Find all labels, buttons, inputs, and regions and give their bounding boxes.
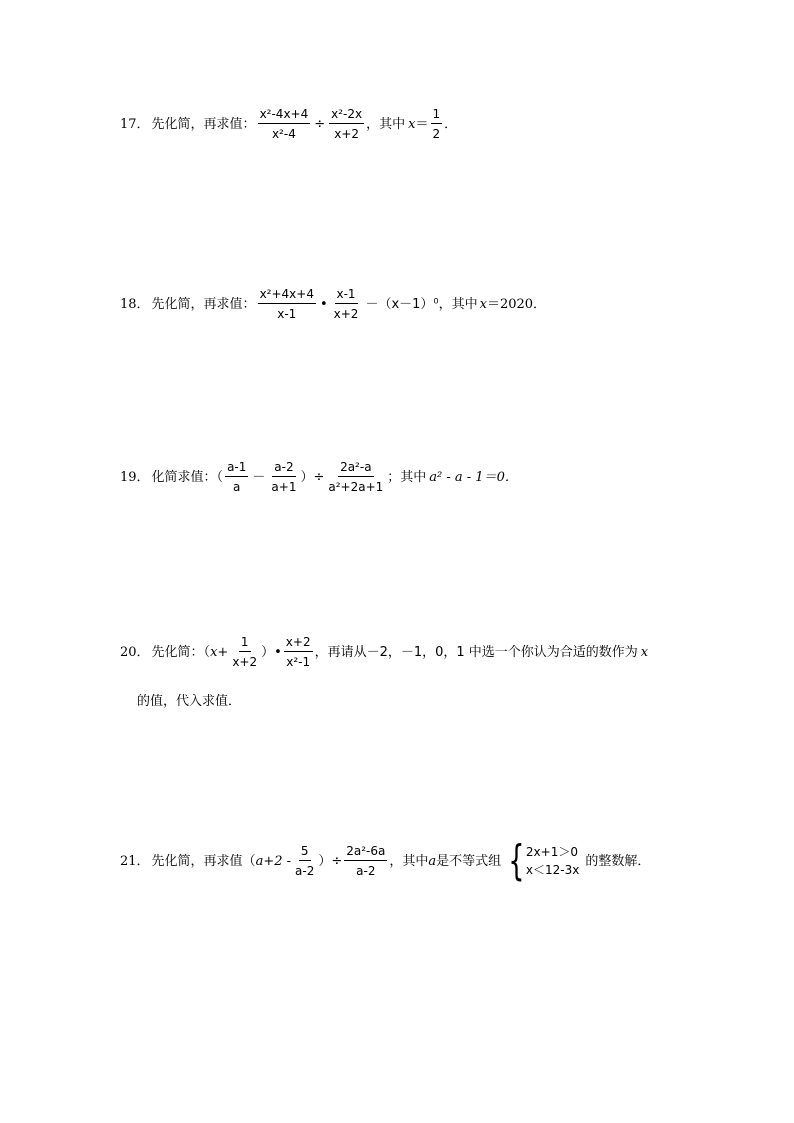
variable: x bbox=[479, 296, 487, 312]
condition-expression: a² - a - 1＝0． bbox=[429, 469, 518, 485]
numerator: x²-2x bbox=[329, 108, 364, 124]
fraction bbox=[284, 636, 313, 668]
numerator: 2a²-6a bbox=[344, 845, 387, 861]
fraction bbox=[326, 461, 385, 493]
problem-number: 19． bbox=[120, 469, 150, 485]
fraction bbox=[431, 108, 443, 140]
denominator: x+2 bbox=[232, 655, 258, 669]
fraction bbox=[230, 636, 259, 668]
close-paren-divide: ）÷ bbox=[318, 853, 343, 869]
denominator: x²-4 bbox=[271, 127, 296, 141]
problem-19 bbox=[120, 461, 518, 493]
problem-21 bbox=[120, 836, 651, 885]
variable: a bbox=[428, 853, 437, 869]
inequality-system bbox=[503, 836, 580, 885]
denominator: 2 bbox=[432, 127, 441, 141]
fraction bbox=[293, 845, 316, 877]
condition-text: ，其中 bbox=[389, 853, 429, 869]
variable: x bbox=[408, 116, 416, 132]
equals-value: ＝2020． bbox=[486, 296, 547, 312]
problem-20-continuation: 的值，代入求值． bbox=[137, 694, 242, 709]
fraction bbox=[225, 461, 248, 493]
condition-text-2: 是不等式组 bbox=[436, 853, 502, 869]
numerator: x-1 bbox=[335, 288, 358, 304]
instruction: 化简求值：（ bbox=[151, 469, 224, 485]
instruction: 先化简，再求值： bbox=[151, 116, 256, 132]
problem-20 bbox=[120, 636, 648, 668]
numerator: x²+4x+4 bbox=[258, 288, 316, 304]
variable: x bbox=[210, 644, 218, 660]
fraction bbox=[258, 108, 311, 140]
condition-text: ，其中 bbox=[366, 116, 406, 132]
close-paren-divide: ）÷ bbox=[300, 469, 325, 485]
instruction-rest: ，再请从－2，－1，0，1 中选一个你认为合适的数作为 bbox=[314, 644, 638, 660]
fraction bbox=[344, 845, 387, 877]
denominator: a+1 bbox=[271, 480, 297, 494]
numerator: x+2 bbox=[284, 636, 313, 652]
denominator: a²+2a+1 bbox=[328, 480, 384, 494]
problem-number: 20． bbox=[120, 644, 150, 660]
problem-number: 17． bbox=[120, 116, 150, 132]
instruction: 先化简，再求值（ bbox=[151, 853, 256, 869]
numerator: a-1 bbox=[225, 461, 248, 477]
condition-text: ；其中 bbox=[387, 469, 427, 485]
fraction bbox=[269, 461, 298, 493]
ending-text: 的整数解． bbox=[585, 853, 651, 869]
fraction bbox=[329, 108, 364, 140]
problem-18 bbox=[120, 288, 546, 320]
equals: ＝ bbox=[415, 116, 429, 132]
numerator: 1 bbox=[239, 636, 251, 652]
instruction: 先化简：（ bbox=[151, 644, 211, 660]
numerator: 1 bbox=[431, 108, 443, 124]
denominator: x+2 bbox=[334, 127, 360, 141]
denominator: x+2 bbox=[333, 307, 359, 321]
inequality-lines bbox=[526, 846, 579, 876]
expression-start: a+2 - bbox=[255, 853, 292, 869]
denominator: a bbox=[233, 480, 241, 494]
left-brace-icon: { bbox=[508, 836, 525, 885]
plus-sign: + bbox=[217, 644, 229, 660]
fraction bbox=[332, 288, 361, 320]
problem-number: 18． bbox=[120, 296, 150, 312]
fraction bbox=[258, 288, 316, 320]
close-paren-multiply: ）• bbox=[261, 644, 282, 660]
denominator: x-1 bbox=[277, 307, 297, 321]
numerator: x²-4x+4 bbox=[258, 108, 311, 124]
minus-sign: － bbox=[252, 469, 266, 485]
numerator: 5 bbox=[299, 845, 311, 861]
expression-tail: －（x－1）⁰，其中 bbox=[365, 296, 478, 312]
period: ． bbox=[444, 116, 458, 132]
instruction: 先化简，再求值： bbox=[151, 296, 256, 312]
numerator: 2a²-a bbox=[338, 461, 373, 477]
problem-17 bbox=[120, 108, 457, 140]
inequality-2: x＜12-3x bbox=[525, 863, 580, 877]
divide-sign: ÷ bbox=[314, 116, 326, 132]
denominator: a-2 bbox=[295, 864, 315, 878]
multiply-dot: • bbox=[319, 296, 328, 312]
variable: x bbox=[640, 644, 649, 660]
denominator: x²-1 bbox=[286, 655, 311, 669]
problem-number: 21． bbox=[120, 853, 150, 869]
inequality-1: 2x+1＞0 bbox=[525, 845, 578, 859]
numerator: a-2 bbox=[272, 461, 295, 477]
denominator: a-2 bbox=[356, 864, 376, 878]
